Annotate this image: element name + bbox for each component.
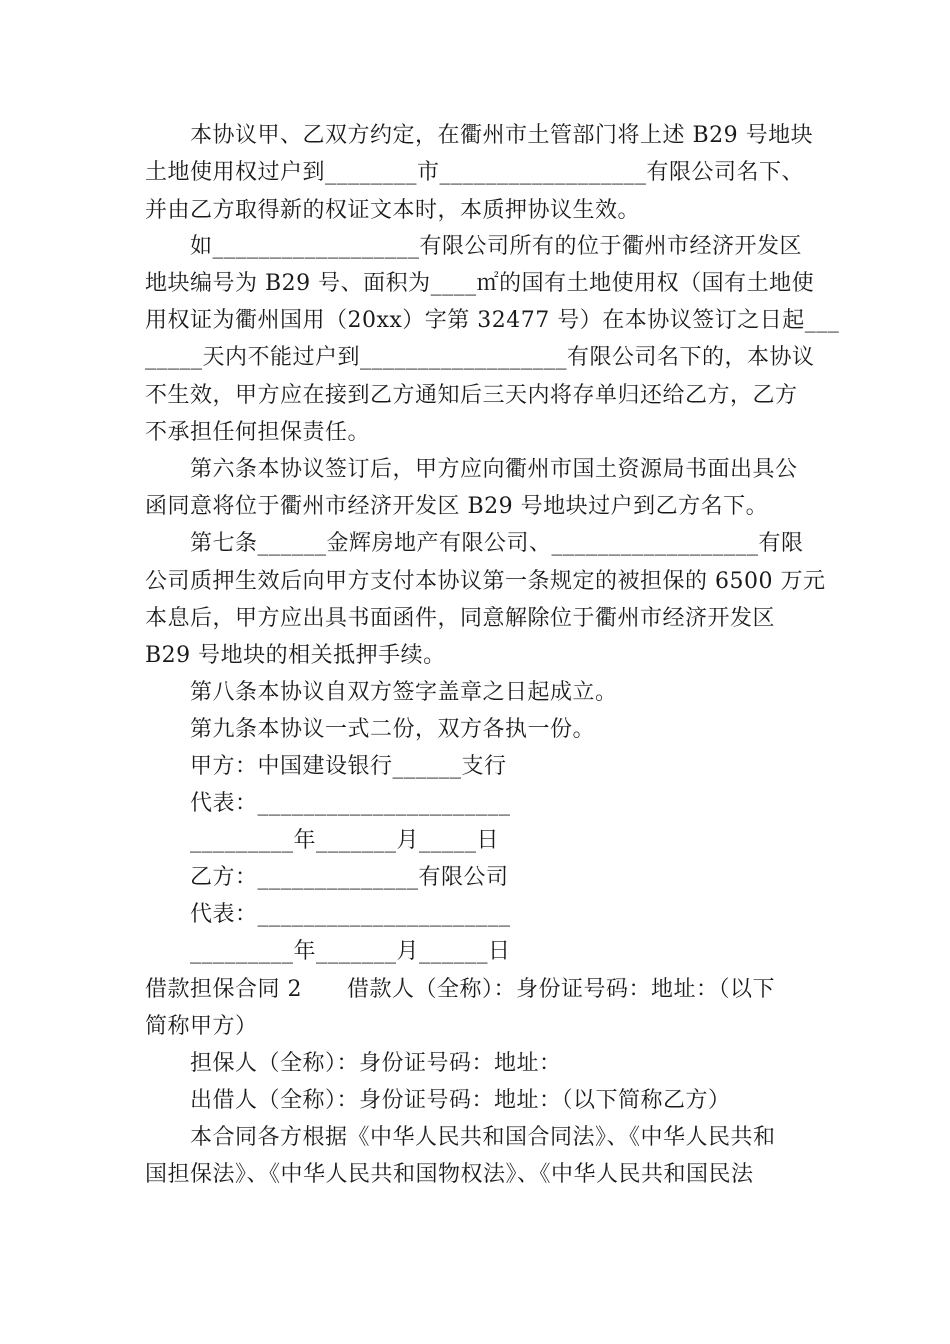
text-line: 简称甲方） <box>145 1014 258 1039</box>
text-line: 用权证为衢州国用（20xx）字第 32477 号）在本协议签订之日起___ <box>145 308 840 333</box>
text-line: 乙方：______________有限公司 <box>190 865 509 890</box>
text-line: 函同意将位于衢州市经济开发区 B29 号地块过户到乙方名下。 <box>145 494 769 519</box>
text-line: 甲方：中国建设银行______支行 <box>190 754 507 779</box>
text-line: 借款担保合同 2 借款人（全称）：身份证号码：地址：（以下 <box>145 977 775 1002</box>
text-line: 公司质押生效后向甲方支付本协议第一条规定的被担保的 6500 万元 <box>145 569 826 594</box>
text-line: 代表：______________________ <box>190 902 511 927</box>
text-line: 担保人（全称）：身份证号码：地址： <box>190 1051 562 1076</box>
text-line: 第七条______金辉房地产有限公司、__________________有限 <box>190 531 804 556</box>
text-line: 第八条本协议自双方签字盖章之日起成立。 <box>190 680 618 705</box>
text-line: 第六条本协议签订后，甲方应向衢州市国土资源局书面出具公 <box>190 457 798 482</box>
text-line: 不承担任何担保责任。 <box>145 420 371 445</box>
text-line: 第九条本协议一式二份，双方各执一份。 <box>190 717 596 742</box>
text-line: 本协议甲、乙双方约定，在衢州市土管部门将上述 B29 号地块 <box>190 123 814 148</box>
text-line: 不生效，甲方应在接到乙方通知后三天内将存单归还给乙方，乙方 <box>145 383 798 408</box>
text-line: _________年_______月_____日 <box>190 828 500 853</box>
text-line: 土地使用权过户到________市__________________有限公司名下、 <box>145 160 805 185</box>
text-line: 代表：______________________ <box>190 791 511 816</box>
text-line: _________年_______月______日 <box>190 939 511 964</box>
text-line: 本合同各方根据《中华人民共和国合同法》、《中华人民共和 <box>190 1125 776 1150</box>
text-line: B29 号地块的相关抵押手续。 <box>145 643 446 668</box>
text-line: _____天内不能过户到__________________有限公司名下的，本协议 <box>145 345 815 370</box>
text-line: 并由乙方取得新的权证文本时，本质押协议生效。 <box>145 198 641 223</box>
text-line: 出借人（全称）：身份证号码：地址：（以下简称乙方） <box>190 1088 731 1113</box>
text-line: 如__________________有限公司所有的位于衢州市经济开发区 <box>190 234 803 259</box>
text-line: 本息后，甲方应出具书面函件，同意解除位于衢州市经济开发区 <box>145 606 776 631</box>
text-line: 国担保法》、《中华人民共和国物权法》、《中华人民共和国民法 <box>145 1162 754 1187</box>
text-line: 地块编号为 B29 号、面积为____㎡的国有土地使用权（国有土地使 <box>145 271 815 296</box>
